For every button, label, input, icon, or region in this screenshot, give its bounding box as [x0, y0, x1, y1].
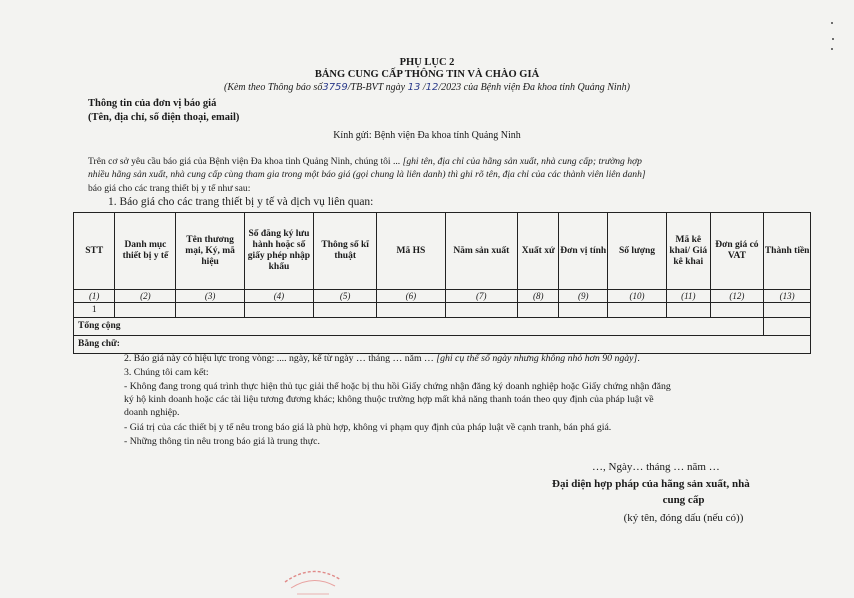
note-3: 3. Chúng tôi cam kết:: [124, 367, 209, 378]
col-header: Đơn giá có VAT: [710, 213, 764, 290]
ref-number: 3759: [322, 82, 348, 93]
table-header-row: [74, 213, 811, 290]
table-cell: [115, 303, 176, 318]
col-number: (10): [608, 290, 667, 303]
note-2-italic: [ghi cụ thể số ngày nhưng không nhỏ hơn 90 ngày]: [436, 353, 638, 364]
commitment-1c: doanh nghiệp.: [124, 407, 180, 418]
intro-text: Trên cơ sở yêu cầu báo giá của Bệnh viện Đa khoa tỉnh Quảng Ninh, chúng tôi ...: [88, 156, 401, 167]
signature-note: (ký tên, đóng dấu (nếu có)): [623, 512, 744, 524]
ref-month: 12: [425, 82, 439, 93]
stamp-fragment: [283, 568, 343, 596]
total-label: Tổng cộng: [74, 318, 764, 336]
commitment-1a: - Không đang trong quá trình thực hiện thủ tục giải thể hoặc bị thu hồi Giấy chứng nhận đăng ký doanh nghiệp hoặc Giấy chứng nhận đăng: [124, 381, 671, 392]
col-header: Số lượng: [608, 213, 667, 290]
col-header: Danh mục thiết bị y tế: [115, 213, 176, 290]
ref-tail: /2023 của Bệnh viện Đa khoa tỉnh Quảng Ninh): [438, 82, 630, 93]
scan-speck: [831, 48, 833, 50]
col-number: (7): [445, 290, 517, 303]
col-number: (3): [176, 290, 244, 303]
table-cell: [377, 303, 445, 318]
intro-line-1: [88, 156, 642, 167]
ref-day: 13: [407, 82, 421, 93]
sender-info-hint: (Tên, địa chỉ, số điện thoại, email): [88, 112, 240, 123]
col-header: Số đăng ký lưu hành hoặc số giấy phép nhập khẩu: [244, 213, 313, 290]
col-header: Thông số kĩ thuật: [314, 213, 377, 290]
table-cell: [314, 303, 377, 318]
amount-in-words-row: [74, 336, 811, 354]
table-row: [74, 303, 811, 318]
col-header: Xuất xứ: [518, 213, 559, 290]
signature-title-1: Đại diện hợp pháp của hãng sản xuất, nhà: [552, 478, 750, 490]
intro-line-2: nhiều hãng sản xuất, nhà cung cấp cùng tham gia trong một báo giá (gọi chung là liên danh) thì ghi rõ tên, địa chỉ của các thành viên liên danh]: [88, 169, 646, 180]
col-header: Năm sản xuất: [445, 213, 517, 290]
reference-line: (Kèm theo Thông báo số3759/TB-BVT ngày 13 /12/2023 của Bệnh viện Đa khoa tỉnh Quảng Ninh): [223, 82, 630, 93]
table-cell: [176, 303, 244, 318]
scan-speck: [832, 38, 834, 40]
col-number: (1): [74, 290, 115, 303]
signature-date: …, Ngày… tháng … năm …: [592, 461, 720, 473]
col-number: (9): [559, 290, 608, 303]
total-row: [74, 318, 811, 336]
col-number: (11): [667, 290, 710, 303]
commitment-3: - Những thông tin nêu trong báo giá là trung thực.: [124, 436, 320, 447]
table-cell: [244, 303, 313, 318]
col-header: Thành tiền: [764, 213, 811, 290]
col-number: (2): [115, 290, 176, 303]
table-cell: [667, 303, 710, 318]
quotation-table: [73, 212, 811, 354]
column-number-row: [74, 290, 811, 303]
intro-italic: [ghi tên, địa chỉ của hãng sản xuất, nhà cung cấp; trường hợp: [402, 156, 642, 167]
intro-line-3: báo giá cho các trang thiết bị y tế như sau:: [88, 183, 251, 194]
ref-mid: /TB-BVT ngày: [347, 82, 406, 93]
col-header: Mã HS: [377, 213, 445, 290]
commitment-2: - Giá trị của các thiết bị y tế nêu trong báo giá là phù hợp, không vi phạm quy định của pháp luật về cạnh tranh, bán phá giá.: [124, 422, 612, 433]
note-2-end: .: [637, 353, 640, 364]
col-number: (12): [710, 290, 764, 303]
document-title: BẢNG CUNG CẤP THÔNG TIN VÀ CHÀO GIÁ: [314, 69, 540, 80]
row-index: 1: [74, 303, 115, 318]
table-cell: [764, 303, 811, 318]
scan-speck: [831, 22, 833, 24]
col-number: (13): [764, 290, 811, 303]
table-cell: [445, 303, 517, 318]
note-2-text: 2. Báo giá này có hiệu lực trong vòng: .... ngày, kể từ ngày … tháng … năm …: [124, 353, 434, 364]
col-header: Đơn vị tính: [559, 213, 608, 290]
col-header: Mã kê khai/ Giá kê khai: [667, 213, 710, 290]
sender-info-label: Thông tin của đơn vị báo giá: [88, 98, 217, 109]
col-header: Tên thương mại, Ký, mã hiệu: [176, 213, 244, 290]
signature-title-2: cung cấp: [662, 494, 705, 506]
total-value: [764, 318, 811, 336]
col-number: (4): [244, 290, 313, 303]
section-1-heading: 1. Báo giá cho các trang thiết bị y tế và dịch vụ liên quan:: [108, 196, 374, 208]
amount-in-words-label: Bằng chữ:: [74, 336, 811, 354]
note-2: [124, 353, 640, 364]
table-cell: [710, 303, 764, 318]
appendix-label: PHỤ LỤC 2: [399, 57, 455, 68]
ref-prefix: (Kèm theo Thông báo số: [223, 82, 323, 93]
table-cell: [559, 303, 608, 318]
col-header: STT: [74, 213, 115, 290]
col-number: (5): [314, 290, 377, 303]
col-number: (6): [377, 290, 445, 303]
commitment-1b: ký hộ kinh doanh hoặc các tài liệu tương đương khác; không thuộc trường hợp mất khả năng thanh toán theo quy định của pháp luật về: [124, 394, 654, 405]
col-number: (8): [518, 290, 559, 303]
table-cell: [608, 303, 667, 318]
recipient-line: Kính gửi: Bệnh viện Đa khoa tỉnh Quảng Ninh: [333, 130, 521, 141]
table-cell: [518, 303, 559, 318]
